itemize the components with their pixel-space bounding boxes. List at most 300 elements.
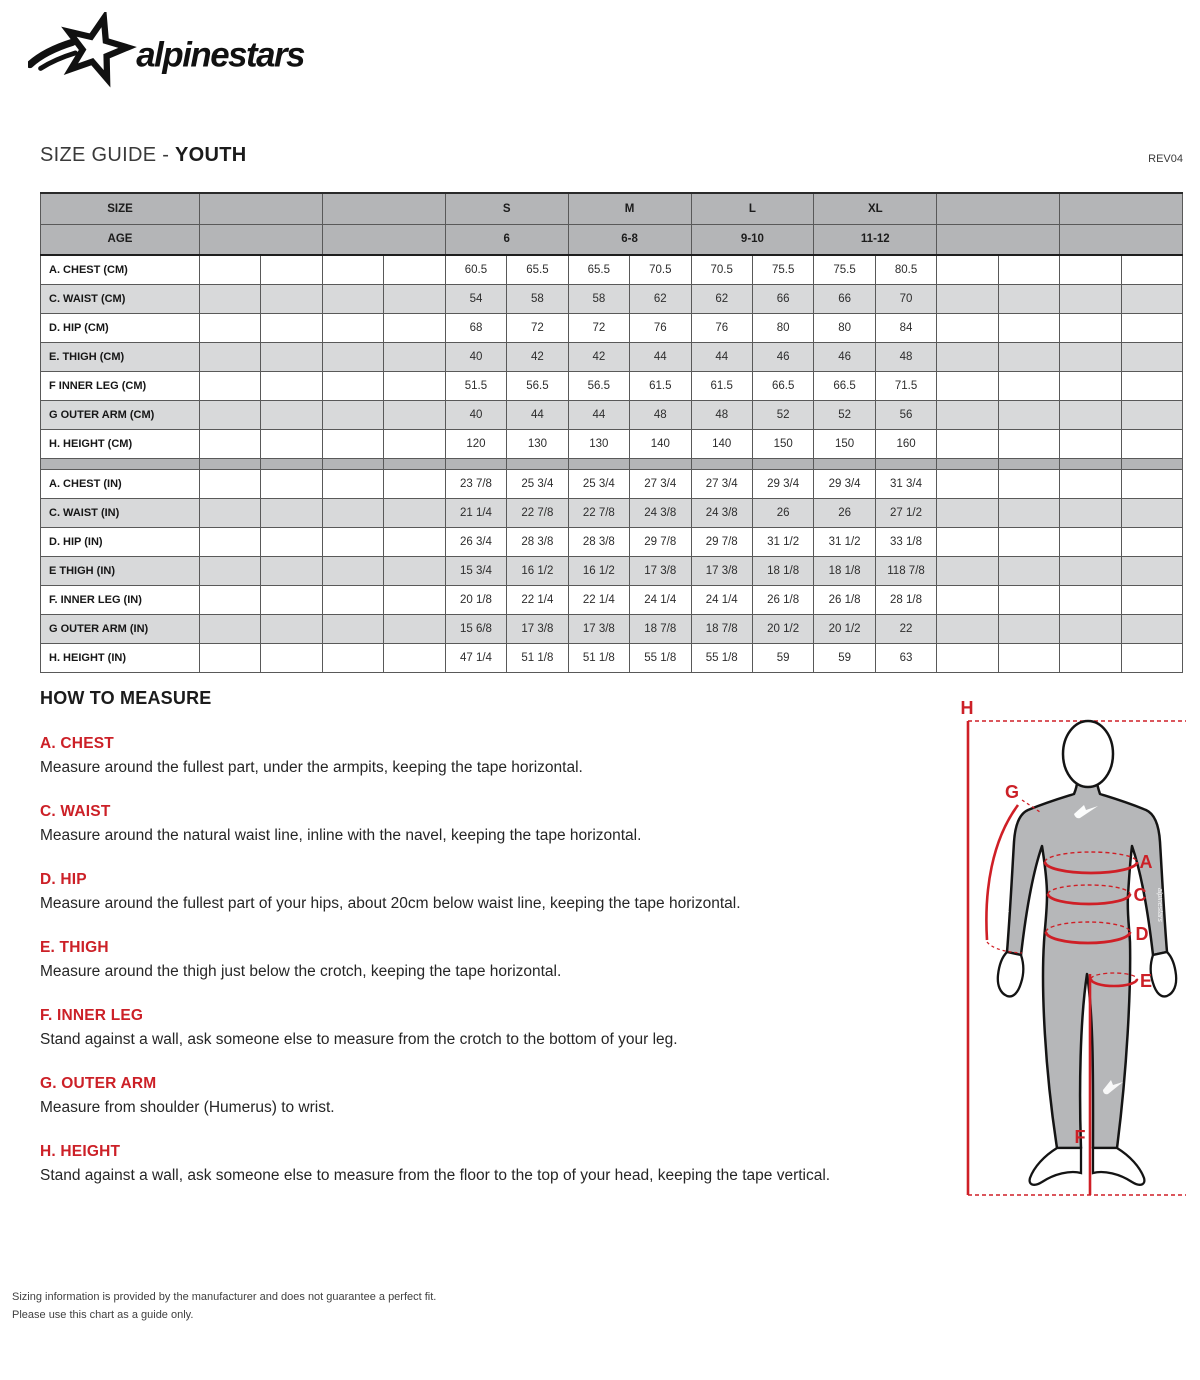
empty-cell — [1121, 556, 1182, 585]
empty-cell — [261, 458, 322, 469]
value-cell: 28 1/8 — [875, 585, 936, 614]
empty-cell — [200, 342, 261, 371]
age-header-cell: 9-10 — [691, 224, 814, 255]
empty-cell — [200, 469, 261, 498]
value-cell: 20 1/8 — [445, 585, 506, 614]
empty-cell — [384, 400, 445, 429]
empty-cell — [261, 284, 322, 313]
empty-cell — [1121, 429, 1182, 458]
value-cell: 59 — [814, 643, 875, 672]
empty-cell — [322, 284, 383, 313]
figure-label-waist: C — [1133, 885, 1147, 905]
value-cell: 62 — [630, 284, 691, 313]
empty-cell — [937, 342, 998, 371]
empty-cell — [937, 498, 998, 527]
empty-cell — [1121, 458, 1182, 469]
empty-cell — [200, 313, 261, 342]
revision-label: REV04 — [1148, 153, 1183, 165]
measure-text: Stand against a wall, ask someone else to measure from the crotch to the bottom of your leg. — [40, 1031, 678, 1048]
figure-head — [1063, 721, 1113, 787]
empty-cell — [691, 458, 752, 469]
empty-cell — [1121, 371, 1182, 400]
empty-cell — [998, 614, 1059, 643]
measure-section-inner-leg — [40, 1007, 920, 1050]
figure-left-glove — [998, 952, 1023, 996]
table-row — [41, 614, 1183, 643]
measure-instructions — [40, 735, 920, 1211]
value-cell: 80.5 — [875, 255, 936, 284]
value-cell: 17 3/8 — [568, 614, 629, 643]
value-cell: 44 — [507, 400, 568, 429]
empty-cell — [200, 556, 261, 585]
value-cell: 80 — [814, 313, 875, 342]
empty-cell — [322, 400, 383, 429]
empty-cell — [998, 585, 1059, 614]
value-cell: 28 3/8 — [507, 527, 568, 556]
empty-header-cell — [200, 193, 323, 224]
value-cell: 42 — [568, 342, 629, 371]
empty-cell — [1060, 643, 1121, 672]
measure-text: Measure around the thigh just below the crotch, keeping the tape horizontal. — [40, 963, 562, 980]
empty-cell — [998, 284, 1059, 313]
empty-cell — [875, 458, 936, 469]
value-cell: 51.5 — [445, 371, 506, 400]
page-title — [40, 144, 247, 167]
value-cell: 29 3/4 — [752, 469, 813, 498]
measure-section-thigh — [40, 939, 920, 982]
value-cell: 20 1/2 — [752, 614, 813, 643]
empty-cell — [1121, 643, 1182, 672]
alpinestars-star-icon — [30, 18, 128, 79]
empty-cell — [568, 458, 629, 469]
value-cell: 140 — [630, 429, 691, 458]
empty-cell — [937, 643, 998, 672]
value-cell: 51 1/8 — [507, 643, 568, 672]
age-header-cell: 6-8 — [568, 224, 691, 255]
value-cell: 65.5 — [568, 255, 629, 284]
empty-cell — [261, 313, 322, 342]
empty-cell — [1060, 458, 1121, 469]
value-cell: 118 7/8 — [875, 556, 936, 585]
value-cell: 26 1/8 — [752, 585, 813, 614]
value-cell: 61.5 — [630, 371, 691, 400]
table-row — [41, 469, 1183, 498]
value-cell: 44 — [630, 342, 691, 371]
empty-cell — [200, 458, 261, 469]
empty-cell — [937, 527, 998, 556]
disclaimer-line-1: Sizing information is provided by the manufacturer and does not guarantee a perfect fit. — [12, 1291, 437, 1303]
value-cell: 51 1/8 — [568, 643, 629, 672]
value-cell: 75.5 — [752, 255, 813, 284]
empty-cell — [322, 469, 383, 498]
empty-cell — [445, 458, 506, 469]
empty-cell — [1060, 255, 1121, 284]
age-label-cell: AGE — [41, 224, 200, 255]
row-label: G OUTER ARM (IN) — [41, 614, 200, 643]
row-label: F. INNER LEG (IN) — [41, 585, 200, 614]
empty-cell — [1060, 371, 1121, 400]
empty-cell — [1121, 255, 1182, 284]
value-cell: 24 1/4 — [691, 585, 752, 614]
age-header-row — [41, 224, 1183, 255]
value-cell: 18 1/8 — [752, 556, 813, 585]
value-cell: 22 1/4 — [507, 585, 568, 614]
empty-cell — [384, 255, 445, 284]
empty-cell — [937, 400, 998, 429]
value-cell: 29 3/4 — [814, 469, 875, 498]
value-cell: 46 — [814, 342, 875, 371]
value-cell: 56.5 — [568, 371, 629, 400]
value-cell: 70.5 — [630, 255, 691, 284]
value-cell: 17 3/8 — [507, 614, 568, 643]
value-cell: 60.5 — [445, 255, 506, 284]
value-cell: 62 — [691, 284, 752, 313]
value-cell: 56 — [875, 400, 936, 429]
empty-cell — [322, 255, 383, 284]
row-label: E THIGH (IN) — [41, 556, 200, 585]
value-cell: 26 3/4 — [445, 527, 506, 556]
value-cell: 26 1/8 — [814, 585, 875, 614]
empty-cell — [1060, 284, 1121, 313]
empty-cell — [937, 458, 998, 469]
empty-header-cell — [937, 224, 1060, 255]
value-cell: 66.5 — [752, 371, 813, 400]
table-row — [41, 284, 1183, 313]
empty-cell — [1060, 527, 1121, 556]
value-cell: 21 1/4 — [445, 498, 506, 527]
measure-label: C. WAIST — [40, 803, 111, 820]
value-cell: 66 — [814, 284, 875, 313]
empty-cell — [200, 255, 261, 284]
empty-cell — [1060, 313, 1121, 342]
empty-cell — [384, 643, 445, 672]
value-cell: 65.5 — [507, 255, 568, 284]
empty-cell — [1121, 527, 1182, 556]
empty-cell — [1121, 585, 1182, 614]
measure-label: F. INNER LEG — [40, 1007, 144, 1024]
row-label: D. HIP (CM) — [41, 313, 200, 342]
empty-cell — [322, 643, 383, 672]
value-cell: 26 — [752, 498, 813, 527]
empty-cell — [322, 371, 383, 400]
value-cell: 72 — [507, 313, 568, 342]
value-cell: 27 3/4 — [630, 469, 691, 498]
measure-label: D. HIP — [40, 871, 87, 888]
table-row — [41, 498, 1183, 527]
empty-cell — [384, 614, 445, 643]
value-cell: 58 — [568, 284, 629, 313]
body-figure-graphic — [930, 690, 1200, 1250]
empty-cell — [937, 313, 998, 342]
value-cell: 18 1/8 — [814, 556, 875, 585]
value-cell: 42 — [507, 342, 568, 371]
value-cell: 16 1/2 — [568, 556, 629, 585]
size-table-body — [41, 255, 1183, 672]
value-cell: 66.5 — [814, 371, 875, 400]
empty-cell — [261, 400, 322, 429]
size-header-cell: S — [445, 193, 568, 224]
value-cell: 23 7/8 — [445, 469, 506, 498]
empty-cell — [937, 556, 998, 585]
empty-cell — [200, 643, 261, 672]
empty-cell — [937, 284, 998, 313]
empty-cell — [322, 527, 383, 556]
measure-label: G. OUTER ARM — [40, 1075, 157, 1092]
empty-cell — [998, 556, 1059, 585]
measure-text: Measure around the fullest part, under the armpits, keeping the tape horizontal. — [40, 759, 583, 776]
empty-cell — [937, 585, 998, 614]
value-cell: 25 3/4 — [568, 469, 629, 498]
measure-text: Measure around the fullest part of your hips, about 20cm below waist line, keeping the tape horizontal. — [40, 895, 741, 912]
empty-cell — [384, 429, 445, 458]
empty-cell — [41, 458, 200, 469]
empty-cell — [998, 469, 1059, 498]
empty-cell — [1121, 400, 1182, 429]
value-cell: 140 — [691, 429, 752, 458]
empty-cell — [200, 284, 261, 313]
measure-section-hip — [40, 871, 920, 914]
empty-cell — [322, 498, 383, 527]
value-cell: 48 — [875, 342, 936, 371]
table-row — [41, 527, 1183, 556]
page-title-category: YOUTH — [175, 144, 247, 166]
measure-section-height — [40, 1143, 920, 1186]
value-cell: 61.5 — [691, 371, 752, 400]
alpinestars-logo-graphic — [28, 12, 318, 90]
value-cell: 150 — [752, 429, 813, 458]
value-cell: 70 — [875, 284, 936, 313]
value-cell: 54 — [445, 284, 506, 313]
table-row — [41, 556, 1183, 585]
empty-cell — [937, 371, 998, 400]
table-row — [41, 429, 1183, 458]
value-cell: 130 — [568, 429, 629, 458]
figure-right-boot — [1093, 1148, 1144, 1185]
measure-section-outer-arm — [40, 1075, 920, 1118]
empty-cell — [322, 458, 383, 469]
empty-cell — [998, 255, 1059, 284]
empty-cell — [1121, 342, 1182, 371]
empty-cell — [937, 614, 998, 643]
value-cell: 46 — [752, 342, 813, 371]
empty-cell — [1121, 284, 1182, 313]
empty-cell — [998, 458, 1059, 469]
value-cell: 68 — [445, 313, 506, 342]
table-row — [41, 643, 1183, 672]
empty-cell — [261, 527, 322, 556]
value-cell: 66 — [752, 284, 813, 313]
value-cell: 70.5 — [691, 255, 752, 284]
empty-cell — [261, 585, 322, 614]
value-cell: 75.5 — [814, 255, 875, 284]
empty-cell — [200, 614, 261, 643]
empty-cell — [384, 371, 445, 400]
empty-cell — [261, 556, 322, 585]
empty-cell — [1060, 469, 1121, 498]
section-separator-row — [41, 458, 1183, 469]
value-cell: 15 3/4 — [445, 556, 506, 585]
measure-section-chest — [40, 735, 920, 778]
row-label: F INNER LEG (CM) — [41, 371, 200, 400]
value-cell: 24 3/8 — [691, 498, 752, 527]
value-cell: 22 1/4 — [568, 585, 629, 614]
measure-label: A. CHEST — [40, 735, 114, 752]
measure-text: Measure from shoulder (Humerus) to wrist. — [40, 1099, 335, 1116]
value-cell: 27 1/2 — [875, 498, 936, 527]
value-cell: 44 — [691, 342, 752, 371]
empty-cell — [261, 498, 322, 527]
empty-cell — [1060, 342, 1121, 371]
empty-cell — [1060, 614, 1121, 643]
value-cell: 71.5 — [875, 371, 936, 400]
empty-cell — [1121, 498, 1182, 527]
value-cell: 25 3/4 — [507, 469, 568, 498]
measurement-diagram — [930, 690, 1200, 1250]
empty-cell — [322, 313, 383, 342]
size-header-cell: M — [568, 193, 691, 224]
empty-cell — [384, 585, 445, 614]
empty-cell — [261, 614, 322, 643]
empty-cell — [384, 313, 445, 342]
value-cell: 15 6/8 — [445, 614, 506, 643]
row-label: H. HEIGHT (IN) — [41, 643, 200, 672]
value-cell: 47 1/4 — [445, 643, 506, 672]
table-row — [41, 255, 1183, 284]
size-label-cell: SIZE — [41, 193, 200, 224]
value-cell: 31 1/2 — [752, 527, 813, 556]
value-cell: 150 — [814, 429, 875, 458]
empty-cell — [1060, 585, 1121, 614]
empty-cell — [998, 371, 1059, 400]
value-cell: 22 7/8 — [507, 498, 568, 527]
value-cell: 56.5 — [507, 371, 568, 400]
brand-wordmark: alpinestars — [136, 35, 305, 75]
table-row — [41, 342, 1183, 371]
value-cell: 120 — [445, 429, 506, 458]
brand-logo — [28, 12, 318, 90]
value-cell: 84 — [875, 313, 936, 342]
empty-cell — [998, 342, 1059, 371]
empty-cell — [322, 585, 383, 614]
right-arm-brand-text: alpinestars — [1156, 888, 1163, 922]
left-arm-brand-text: alpinestars — [1002, 888, 1009, 922]
value-cell: 72 — [568, 313, 629, 342]
empty-header-cell — [1060, 193, 1183, 224]
value-cell: 48 — [691, 400, 752, 429]
value-cell: 26 — [814, 498, 875, 527]
value-cell: 31 3/4 — [875, 469, 936, 498]
empty-cell — [998, 313, 1059, 342]
measure-label: H. HEIGHT — [40, 1143, 121, 1160]
disclaimer — [12, 1288, 436, 1324]
row-label: C. WAIST (IN) — [41, 498, 200, 527]
empty-cell — [1121, 469, 1182, 498]
age-header-cell: 11-12 — [814, 224, 937, 255]
value-cell: 17 3/8 — [691, 556, 752, 585]
value-cell: 55 1/8 — [630, 643, 691, 672]
empty-cell — [384, 498, 445, 527]
row-label: A. CHEST (IN) — [41, 469, 200, 498]
empty-header-cell — [322, 193, 445, 224]
empty-cell — [384, 342, 445, 371]
age-header-cell: 6 — [445, 224, 568, 255]
value-cell: 76 — [691, 313, 752, 342]
empty-cell — [384, 458, 445, 469]
figure-label-hip: D — [1135, 924, 1149, 944]
empty-header-cell — [937, 193, 1060, 224]
empty-header-cell — [1060, 224, 1183, 255]
empty-cell — [200, 400, 261, 429]
empty-cell — [507, 458, 568, 469]
row-label: E. THIGH (CM) — [41, 342, 200, 371]
empty-cell — [937, 469, 998, 498]
row-label: A. CHEST (CM) — [41, 255, 200, 284]
empty-cell — [630, 458, 691, 469]
value-cell: 55 1/8 — [691, 643, 752, 672]
value-cell: 22 7/8 — [568, 498, 629, 527]
title-row — [40, 144, 1183, 167]
empty-cell — [937, 255, 998, 284]
table-row — [41, 400, 1183, 429]
measure-label: E. THIGH — [40, 939, 109, 956]
row-label: H. HEIGHT (CM) — [41, 429, 200, 458]
value-cell: 31 1/2 — [814, 527, 875, 556]
empty-cell — [1060, 400, 1121, 429]
size-header-row — [41, 193, 1183, 224]
value-cell: 28 3/8 — [568, 527, 629, 556]
figure-right-glove — [1151, 952, 1176, 996]
empty-cell — [998, 643, 1059, 672]
value-cell: 76 — [630, 313, 691, 342]
measure-section-waist — [40, 803, 920, 846]
measure-text: Measure around the natural waist line, inline with the navel, keeping the tape horizontal. — [40, 827, 642, 844]
empty-cell — [1121, 614, 1182, 643]
empty-cell — [261, 255, 322, 284]
value-cell: 58 — [507, 284, 568, 313]
empty-cell — [998, 429, 1059, 458]
disclaimer-line-2: Please use this chart as a guide only. — [12, 1309, 194, 1321]
value-cell: 40 — [445, 400, 506, 429]
row-label: C. WAIST (CM) — [41, 284, 200, 313]
empty-cell — [814, 458, 875, 469]
value-cell: 18 7/8 — [691, 614, 752, 643]
empty-cell — [998, 400, 1059, 429]
value-cell: 130 — [507, 429, 568, 458]
size-header-cell: XL — [814, 193, 937, 224]
empty-cell — [384, 556, 445, 585]
table-row — [41, 371, 1183, 400]
table-row — [41, 585, 1183, 614]
value-cell: 16 1/2 — [507, 556, 568, 585]
empty-header-cell — [322, 224, 445, 255]
value-cell: 17 3/8 — [630, 556, 691, 585]
empty-cell — [322, 342, 383, 371]
page-title-prefix: SIZE GUIDE - — [40, 144, 170, 166]
figure-left-boot — [1030, 1148, 1081, 1185]
empty-cell — [200, 498, 261, 527]
empty-cell — [937, 429, 998, 458]
value-cell: 59 — [752, 643, 813, 672]
value-cell: 24 3/8 — [630, 498, 691, 527]
row-label: D. HIP (IN) — [41, 527, 200, 556]
empty-cell — [1121, 313, 1182, 342]
value-cell: 80 — [752, 313, 813, 342]
empty-cell — [322, 614, 383, 643]
value-cell: 29 7/8 — [630, 527, 691, 556]
empty-cell — [1060, 498, 1121, 527]
figure-label-outer-arm: G — [1004, 782, 1020, 802]
value-cell: 40 — [445, 342, 506, 371]
